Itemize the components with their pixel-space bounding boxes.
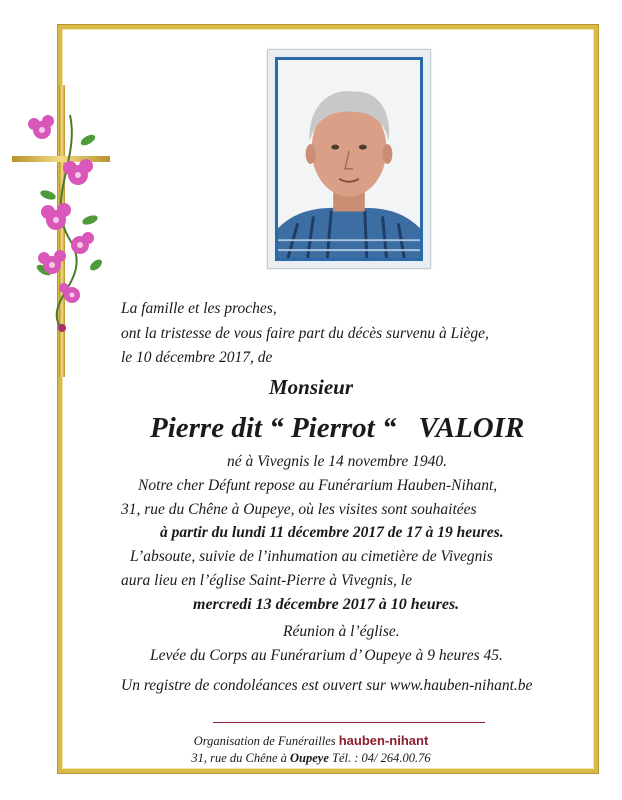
- footer-address: [0, 751, 622, 766]
- registry-line: Un registre de condoléances est ouvert sur www.hauben-nihant.be: [121, 677, 533, 694]
- portrait-frame: [267, 49, 431, 269]
- absoute-line-1: L’absoute, suivie de l’inhumation au cimetière de Vivegnis: [130, 548, 493, 565]
- address-prefix: 31, rue du Chêne à: [191, 751, 287, 765]
- ceremony-line: mercredi 13 décembre 2017 à 10 heures.: [193, 596, 460, 613]
- phone-number: Tél. : 04/ 264.00.76: [332, 751, 431, 765]
- intro-line-2: ont la tristesse de vous faire part du décès survenu à Liège,: [121, 325, 489, 342]
- levee-line: Levée du Corps au Funérarium d’ Oupeye à 9 heures 45.: [150, 647, 503, 664]
- rest-line-2: 31, rue du Chêne à Oupeye, où les visites sont souhaitées: [121, 501, 477, 518]
- footer-divider: [213, 722, 485, 723]
- address-town: Oupeye: [290, 751, 329, 765]
- rest-line-1: Notre cher Défunt repose au Funérarium Hauben-Nihant,: [138, 477, 498, 494]
- birth-line: né à Vivegnis le 14 novembre 1940.: [227, 453, 447, 470]
- footer-organisation: [0, 733, 622, 749]
- intro-line-3: le 10 décembre 2017, de: [121, 349, 273, 366]
- visits-line: à partir du lundi 11 décembre 2017 de 17 à 19 heures.: [160, 524, 504, 541]
- intro-line-1: La famille et les proches,: [121, 300, 277, 317]
- brand-logo: hauben-nihant: [338, 733, 429, 748]
- absoute-line-2: aura lieu en l’église Saint-Pierre à Vivegnis, le: [121, 572, 412, 589]
- portrait-image: [278, 60, 420, 258]
- portrait-photo: [275, 57, 423, 261]
- surname: VALOIR: [418, 412, 525, 444]
- cross-with-flowers-icon: [0, 80, 130, 380]
- reunion-line: Réunion à l’église.: [283, 623, 400, 640]
- honorific-title: Monsieur: [268, 375, 354, 399]
- given-name: Pierre dit “ Pierrot “: [150, 412, 397, 444]
- org-prefix: Organisation de Funérailles: [193, 734, 336, 748]
- deceased-name: [150, 412, 620, 445]
